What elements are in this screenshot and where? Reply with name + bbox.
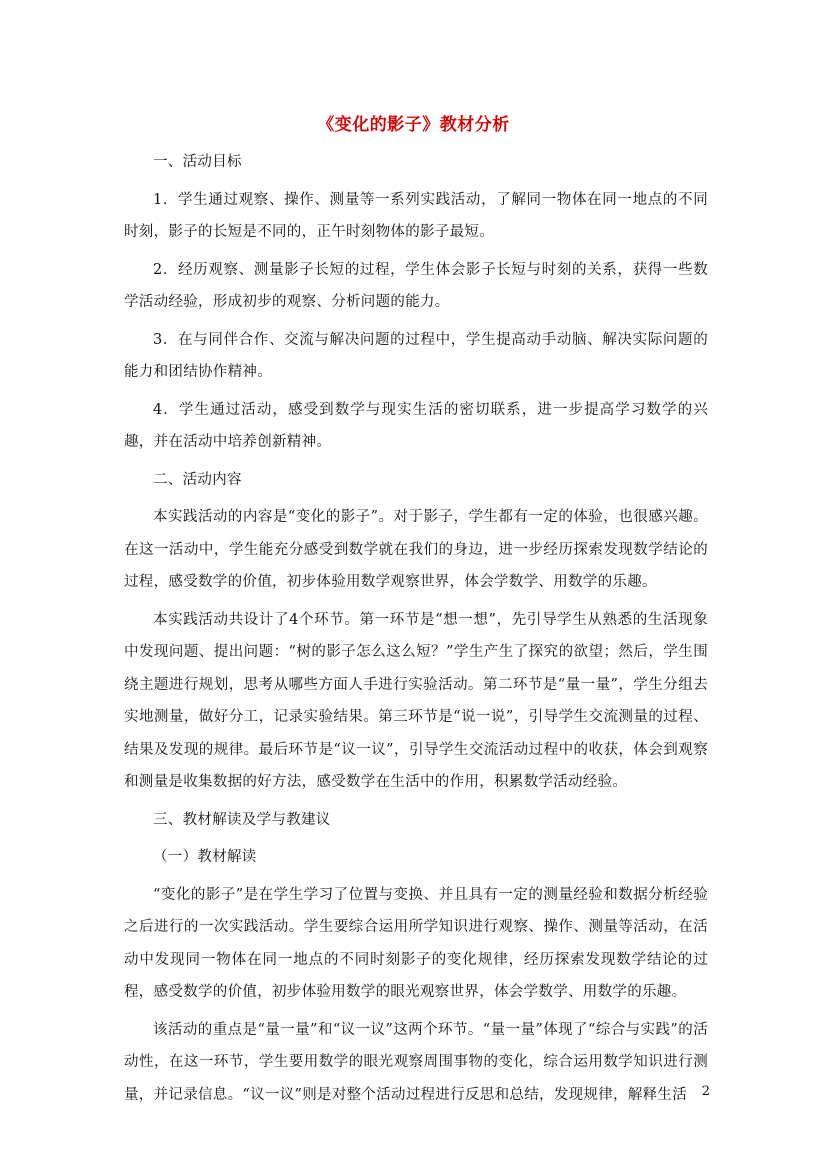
content-paragraph-1: 本实践活动的内容是“变化的影子”。对于影子，学生都有一定的体验，也很感兴趣。在这一活动中，学生能充分感受到数学就在我们的身边，进一步经历探索发现数学结论的过程，感受数学的价值，初步体验用数学观察世界，体会学数学、用数学的乐趣。 [124, 509, 708, 590]
section-heading-content: 二、活动内容 [153, 471, 242, 488]
document-body [124, 146, 708, 1111]
objective-item-4: 4．学生通过活动，感受到数学与现实生活的密切联系，进一步提高学习数学的兴趣，并在活动中培养创新精神。 [124, 401, 708, 450]
content-paragraph-2: 本实践活动共设计了4个环节。第一环节是“想一想”，先引导学生从熟悉的生活现象中发现问题、提出问题：“树的影子怎么这么短？”学生产生了探究的欲望；然后，学生围绕主题进行规划，思考从哪些方面人手进行实验活动。第二环节是“量一量”，学生分组去实地测量，做好分工，记录实验结果。第三环节是“说一说”，引导学生交流测量的过程、结果及发现的规律。最后环节是“议一议”，引导学生交流活动过程中的收获，体会到观察和测量是收集数据的好方法，感受数学在生活中的作用，积累数学活动经验。 [124, 611, 708, 790]
page-number: 2 [701, 1084, 710, 1099]
section-heading-interpretation: 三、教材解读及学与教建议 [153, 811, 331, 828]
objective-item-1: 1．学生通过观察、操作、测量等一系列实践活动，了解同一物体在同一地点的不同时刻，影子的长短是不同的，正午时刻物体的影子最短。 [124, 191, 708, 240]
section-heading-objectives: 一、活动目标 [153, 154, 242, 170]
subsection-heading-interpretation: （一）教材解读 [153, 849, 257, 865]
objective-item-3: 3．在与同伴合作、交流与解决问题的过程中，学生提高动手动脑、解决实际问题的能力和团结协作精神。 [124, 331, 708, 380]
objective-item-2: 2．经历观察、测量影子长短的过程，学生体会影子长短与时刻的关系，获得一些数学活动经验，形成初步的观察、分析问题的能力。 [124, 261, 708, 310]
document-title: 《变化的影子》教材分析 [317, 115, 510, 135]
interpretation-paragraph-2: 该活动的重点是“量一量”和“议一议”这两个环节。“量一量”体现了“综合与实践”的活动性，在这一环节，学生要用数学的眼光观察周围事物的变化，综合运用数学知识进行测量，并记录信息。“议一议”则是对整个活动过程进行反思和总结，发现规律，解释生活 [124, 1021, 708, 1103]
interpretation-paragraph-1: “变化的影子”是在学生学习了位置与变换、并且具有一定的测量经验和数据分析经验之后进行的一次实践活动。学生要综合运用所学知识进行观察、操作、测量等活动，在活动中发现同一物体在同一地点的不同时刻影子的变化规律，经历探索发现数学结论的过程，感受数学的价值，初步体验用数学的眼光观察世界，体会学数学、用数学的乐趣。 [124, 886, 708, 1000]
